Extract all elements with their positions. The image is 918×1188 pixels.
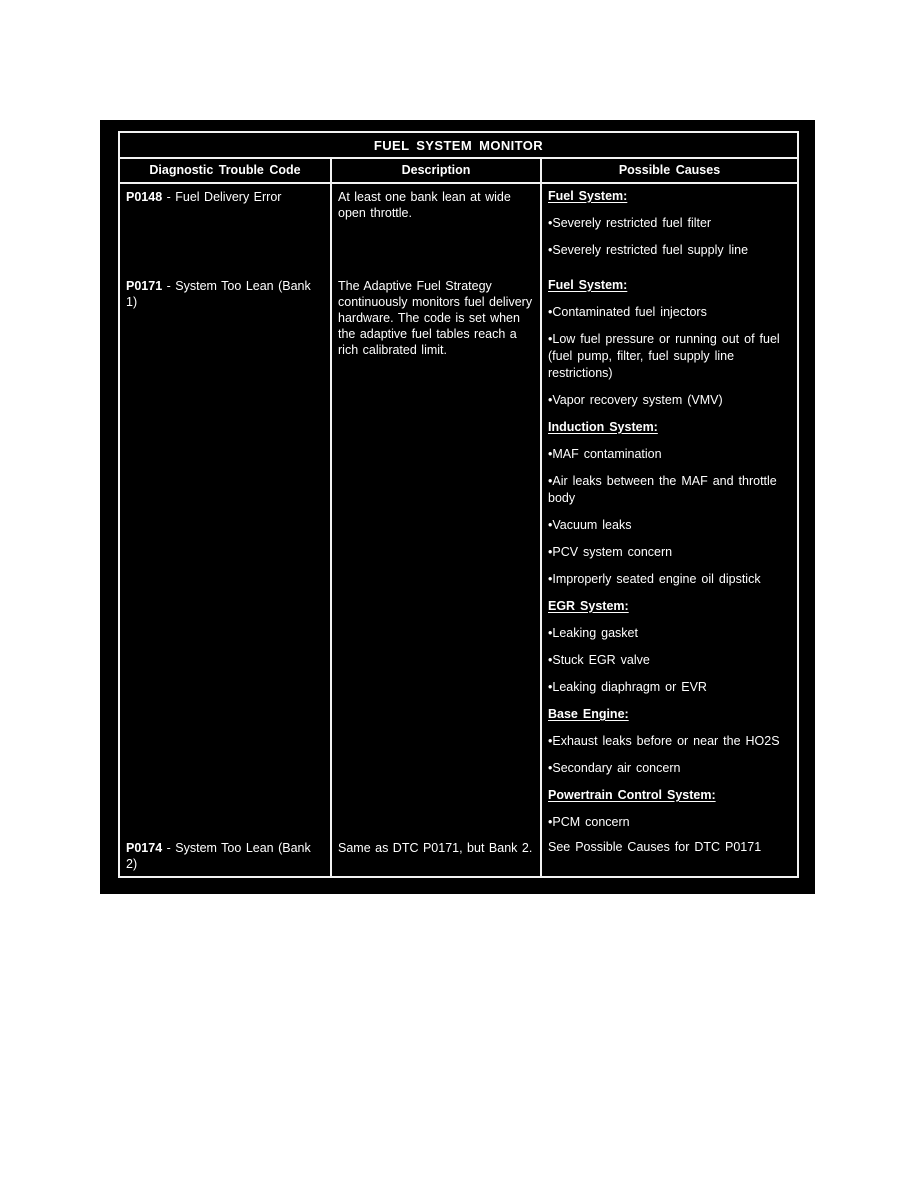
dtc-code: P0148 — [126, 190, 163, 204]
table-row-p0174 — [120, 835, 797, 876]
cause-bullet-item: •Vapor recovery system (VMV) — [548, 393, 723, 407]
cause-plain-text: See Possible Causes for DTC P0171 — [548, 840, 762, 854]
cause-bullet-item: •Severely restricted fuel supply line — [548, 243, 749, 257]
description-cell: The Adaptive Fuel Strategy continuously monitors fuel delivery hardware. The code is set when the adaptive fuel tables reach a rich calibrated limit. — [332, 273, 542, 835]
description-cell: Same as DTC P0171, but Bank 2. — [332, 835, 542, 876]
dtc-code-label: - Fuel Delivery Error — [162, 190, 282, 204]
cause-bullet-item: •Stuck EGR valve — [548, 653, 650, 667]
column-header-description: Description — [332, 159, 542, 182]
table-header-row — [120, 159, 797, 184]
dtc-code: P0174 — [126, 841, 163, 855]
description-cell: At least one bank lean at wide open throttle. — [332, 184, 542, 273]
cause-bullet-item: •MAF contamination — [548, 447, 662, 461]
dtc-code: P0171 — [126, 279, 163, 293]
cause-section-header: Base Engine: — [548, 707, 629, 721]
table-row-p0148 — [120, 184, 797, 273]
cause-bullet-item: •PCV system concern — [548, 545, 673, 559]
cause-bullet-item: •Contaminated fuel injectors — [548, 305, 707, 319]
dtc-code-label: - System Too Lean (Bank 1) — [126, 279, 311, 309]
cause-section-header: Fuel System: — [548, 278, 628, 292]
cause-bullet-item: •Leaking gasket — [548, 626, 638, 640]
cause-section-header: Fuel System: — [548, 189, 628, 203]
dtc-code-cell — [120, 835, 332, 876]
column-header-diagnostic-trouble-code: Diagnostic Trouble Code — [120, 159, 332, 182]
cause-bullet-item: •Low fuel pressure or running out of fuel (fuel pump, filter, fuel supply line restrictions) — [548, 332, 780, 380]
cause-section-header: Powertrain Control System: — [548, 788, 716, 802]
cause-section-header: EGR System: — [548, 599, 629, 613]
dtc-code-cell — [120, 273, 332, 835]
cause-bullet-item: •Exhaust leaks before or near the HO2S — [548, 734, 780, 748]
cause-bullet-item: •PCM concern — [548, 815, 630, 829]
cause-bullet-item: •Leaking diaphragm or EVR — [548, 680, 707, 694]
possible-causes-cell — [542, 273, 797, 835]
table-title: FUEL SYSTEM MONITOR — [120, 133, 797, 159]
column-header-possible-causes: Possible Causes — [618, 163, 721, 177]
dtc-code-cell — [120, 184, 332, 273]
possible-causes-cell — [542, 835, 797, 876]
table-row-p0171 — [120, 273, 797, 835]
cause-bullet-item: •Vacuum leaks — [548, 518, 632, 532]
fuel-system-monitor-table — [118, 131, 799, 878]
scanned-table-block — [100, 120, 815, 894]
dtc-code-label: - System Too Lean (Bank 2) — [126, 841, 311, 871]
cause-bullet-item: •Air leaks between the MAF and throttle body — [548, 474, 777, 505]
cause-bullet-item: •Severely restricted fuel filter — [548, 216, 712, 230]
possible-causes-cell — [542, 184, 797, 273]
cause-bullet-item: •Improperly seated engine oil dipstick — [548, 572, 761, 586]
cause-section-header: Induction System: — [548, 420, 658, 434]
cause-bullet-item: •Secondary air concern — [548, 761, 681, 775]
